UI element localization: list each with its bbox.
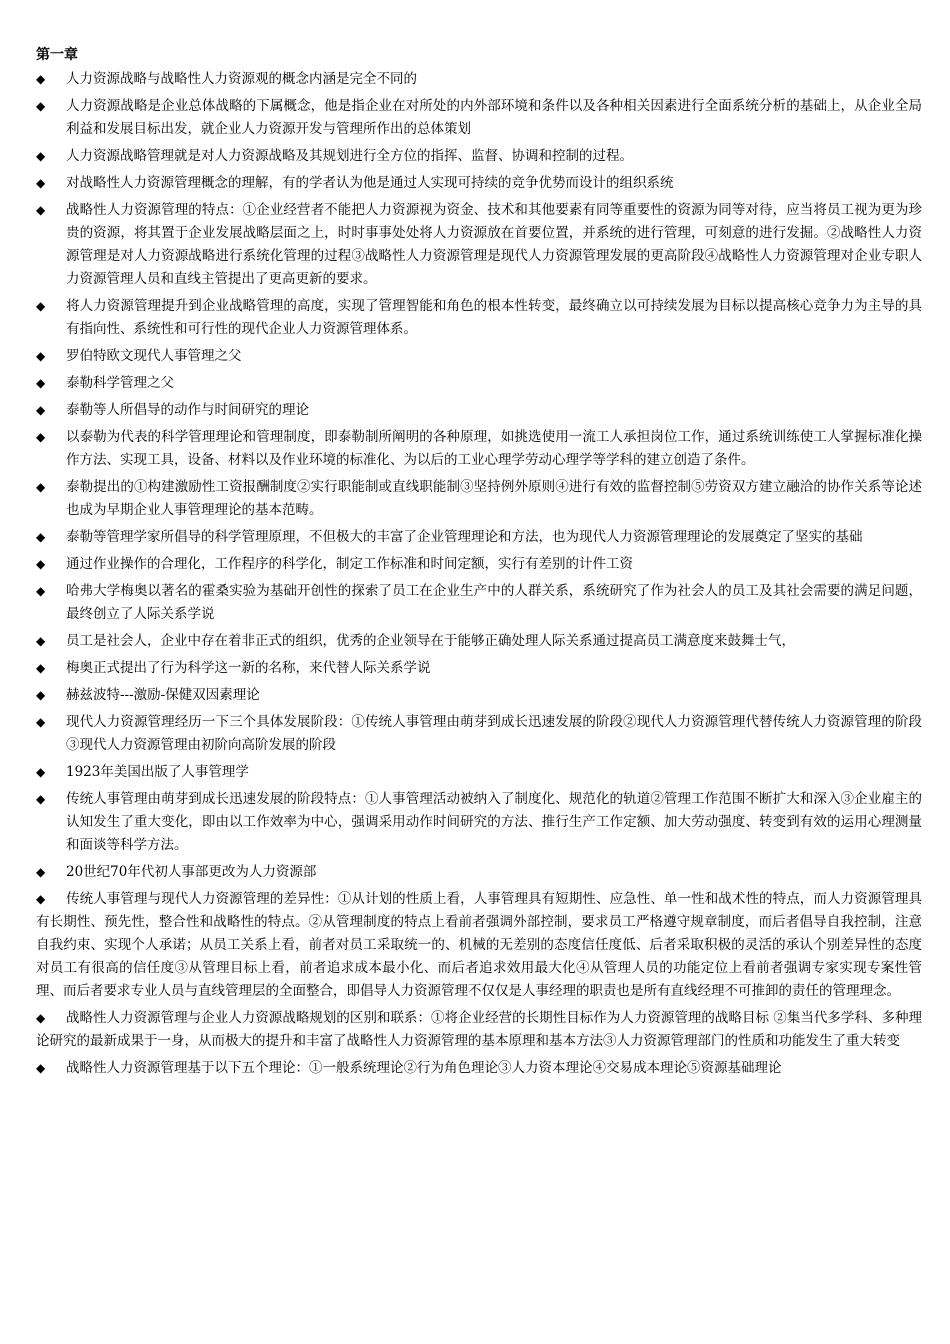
list-item-text: 现代人力资源管理经历一下三个具体发展阶段：①传统人事管理由萌芽到成长迅速发展的阶段②现代人力资源管理代替传统人力资源管理的阶段③现代人力资源管理由初阶向高阶发展的阶段 <box>66 714 922 753</box>
list-item <box>36 426 922 472</box>
list-item-text: 通过作业操作的合理化，工作程序的科学化，制定工作标准和时间定额，实行有差别的计件工资 <box>66 556 633 572</box>
list-item <box>36 1007 922 1053</box>
diamond-icon: ◆ <box>36 203 46 217</box>
list-item-text: 泰勒提出的①构建激励性工资报酬制度②实行职能制或直线职能制③坚持例外原则④进行有效的监督控制⑤劳资双方建立融洽的协作关系等论述也成为早期企业人事管理理论的基本范畴。 <box>66 479 922 518</box>
diamond-icon: ◆ <box>36 715 46 729</box>
diamond-icon: ◆ <box>36 865 46 879</box>
diamond-icon: ◆ <box>36 1061 46 1075</box>
list-item-text: 20世纪70年代初人事部更改为人力资源部 <box>66 864 317 880</box>
list-item <box>36 145 922 168</box>
list-item <box>36 372 922 395</box>
diamond-icon: ◆ <box>36 557 46 571</box>
list-item-text: 传统人事管理与现代人力资源管理的差异性：①从计划的性质上看，人事管理具有短期性、应急性、单一性和战术性的特点，而人力资源管理具有长期性、预先性，整合性和战略性的特点。②从管理制度的特点上看前者强调外部控制，要求员工严格遵守规章制度，而后者倡导自我控制，注意自我约束、实现个人承诺；从员工关系上看，前者对员工采取统一的、机械的无差别的态度信任度低、后者采取积极的灵活的承认个别差异性的态度对员工有很高的信任度③从管理目标上看，前者追求成本最小化、而后者追求效用最大化④从管理人员的功能定位上看前者强调专家实现专案性管理、而后者要求专业人员与直线管理层的全面整合，即倡导人力资源管理不仅仅是人事经理的职责也是所有直线经理不可推卸的责任的管理理念。 <box>36 891 922 999</box>
list-item-text: 人力资源战略管理就是对人力资源战略及其规划进行全方位的指挥、监督、协调和控制的过程。 <box>66 148 633 164</box>
list-item-text: 人力资源战略与战略性人力资源观的概念内涵是完全不同的 <box>66 71 417 87</box>
list-item <box>36 684 922 707</box>
list-item-text: 将人力资源管理提升到企业战略管理的高度，实现了管理智能和角色的根本性转变，最终确立以可持续发展为目标以提高核心竞争力为主导的具有指向性、系统性和可行性的现代企业人力资源管理体系。 <box>66 298 922 337</box>
list-item <box>36 172 922 195</box>
diamond-icon: ◆ <box>36 634 46 648</box>
diamond-icon: ◆ <box>36 349 46 363</box>
list-item <box>36 711 922 757</box>
list-item <box>36 630 922 653</box>
list-item-text: 员工是社会人，企业中存在着非正式的组织，优秀的企业领导在于能够正确处理人际关系通过提高员工满意度来鼓舞士气， <box>66 633 795 649</box>
diamond-icon: ◆ <box>36 530 46 544</box>
chapter-title: 第一章 <box>36 47 78 63</box>
list-item-text: 赫兹波特---激励-保健双因素理论 <box>66 687 260 703</box>
diamond-icon: ◆ <box>36 176 46 190</box>
list-item <box>36 295 922 341</box>
list-item-text: 梅奥正式提出了行为科学这一新的名称，来代替人际关系学说 <box>66 660 431 676</box>
diamond-icon: ◆ <box>36 72 46 86</box>
list-item-text: 泰勒等人所倡导的动作与时间研究的理论 <box>66 402 309 418</box>
list-item <box>36 399 922 422</box>
list-item <box>36 861 922 884</box>
diamond-icon: ◆ <box>36 792 46 806</box>
diamond-icon: ◆ <box>36 688 46 702</box>
list-item <box>36 553 922 576</box>
list-item <box>36 580 922 626</box>
diamond-icon: ◆ <box>36 1011 46 1025</box>
list-item <box>36 657 922 680</box>
diamond-icon: ◆ <box>36 480 46 494</box>
list-item-text: 战略性人力资源管理与企业人力资源战略规划的区别和联系：①将企业经营的长期性目标作为人力资源管理的战略目标 ②集当代多学科、多种理论研究的最新成果于一身，从而极大的提升和丰富了战略性人力资源管理的基本原理和基本方法③人力资源管理部门的性质和功能发生了重大转变 <box>36 1010 922 1049</box>
list-item-text: 战略性人力资源管理的特点：①企业经营者不能把人力资源视为资金、技术和其他要素有同等重要性的资源为同等对待，应当将员工视为更为珍贵的资源，将其置于企业发展战略层面之上，时时事事处处将人力资源放在首要位置，并系统的进行管理，可刻意的进行发掘。②战略性人力资源管理是对人力资源战略进行系统化管理的过程③战略性人力资源管理是现代人力资源管理发展的更高阶段④战略性人力资源管理对企业专职人力资源管理人员和直线主管提出了更高更新的要求。 <box>66 202 922 287</box>
list-item <box>36 1057 922 1080</box>
list-item <box>36 199 922 291</box>
diamond-icon: ◆ <box>36 765 46 779</box>
list-item-text: 人力资源战略是企业总体战略的下属概念，他是指企业在对所处的内外部环境和条件以及各种相关因素进行全面系统分析的基础上，从企业全局利益和发展目标出发，就企业人力资源开发与管理所作出的总体策划 <box>66 98 922 137</box>
diamond-icon: ◆ <box>36 99 46 113</box>
list-item <box>36 95 922 141</box>
list-item-text: 战略性人力资源管理基于以下五个理论：①一般系统理论②行为角色理论③人力资本理论④交易成本理论⑤资源基础理论 <box>66 1060 782 1076</box>
list-item <box>36 888 922 1003</box>
diamond-icon: ◆ <box>36 149 46 163</box>
diamond-icon: ◆ <box>36 376 46 390</box>
list-item-text: 罗伯特欧文现代人事管理之父 <box>66 348 242 364</box>
diamond-icon: ◆ <box>36 892 46 906</box>
list-item <box>36 761 922 784</box>
list-item-text: 对战略性人力资源管理概念的理解，有的学者认为他是通过人实现可持续的竞争优势而设计的组织系统 <box>66 175 674 191</box>
list-item <box>36 345 922 368</box>
diamond-icon: ◆ <box>36 584 46 598</box>
list-item <box>36 526 922 549</box>
diamond-icon: ◆ <box>36 661 46 675</box>
list-item <box>36 68 922 91</box>
list-item-text: 传统人事管理由萌芽到成长迅速发展的阶段特点：①人事管理活动被纳入了制度化、规范化的轨道②管理工作范围不断扩大和深入③企业雇主的认知发生了重大变化，即由以工作效率为中心，强调采用动作时间研究的方法、推行生产工作定额、加大劳动强度、转变到有效的运用心理测量和面谈等科学方法。 <box>66 791 922 853</box>
diamond-icon: ◆ <box>36 430 46 444</box>
list-item-text: 泰勒等管理学家所倡导的科学管理原理，不但极大的丰富了企业管理理论和方法，也为现代人力资源管理理论的发展奠定了坚实的基础 <box>66 529 863 545</box>
list-item-text: 1923年美国出版了人事管理学 <box>66 764 249 780</box>
list-item-text: 哈弗大学梅奥以著名的霍桑实验为基础开创性的探索了员工在企业生产中的人群关系，系统研究了作为社会人的员工及其社会需要的满足问题，最终创立了人际关系学说 <box>66 583 922 622</box>
list-item <box>36 788 922 857</box>
list-item <box>36 476 922 522</box>
diamond-icon: ◆ <box>36 403 46 417</box>
diamond-icon: ◆ <box>36 299 46 313</box>
list-item-text: 以泰勒为代表的科学管理理论和管理制度，即泰勒制所阐明的各种原理，如挑选使用一流工人承担岗位工作，通过系统训练使工人掌握标准化操作方法、实现工具，设备、材料以及作业环境的标准化、为以后的工业心理学劳动心理学等学科的建立创造了条件。 <box>66 429 922 468</box>
list-item-text: 泰勒科学管理之父 <box>66 375 174 391</box>
bullet-list <box>36 68 922 1080</box>
